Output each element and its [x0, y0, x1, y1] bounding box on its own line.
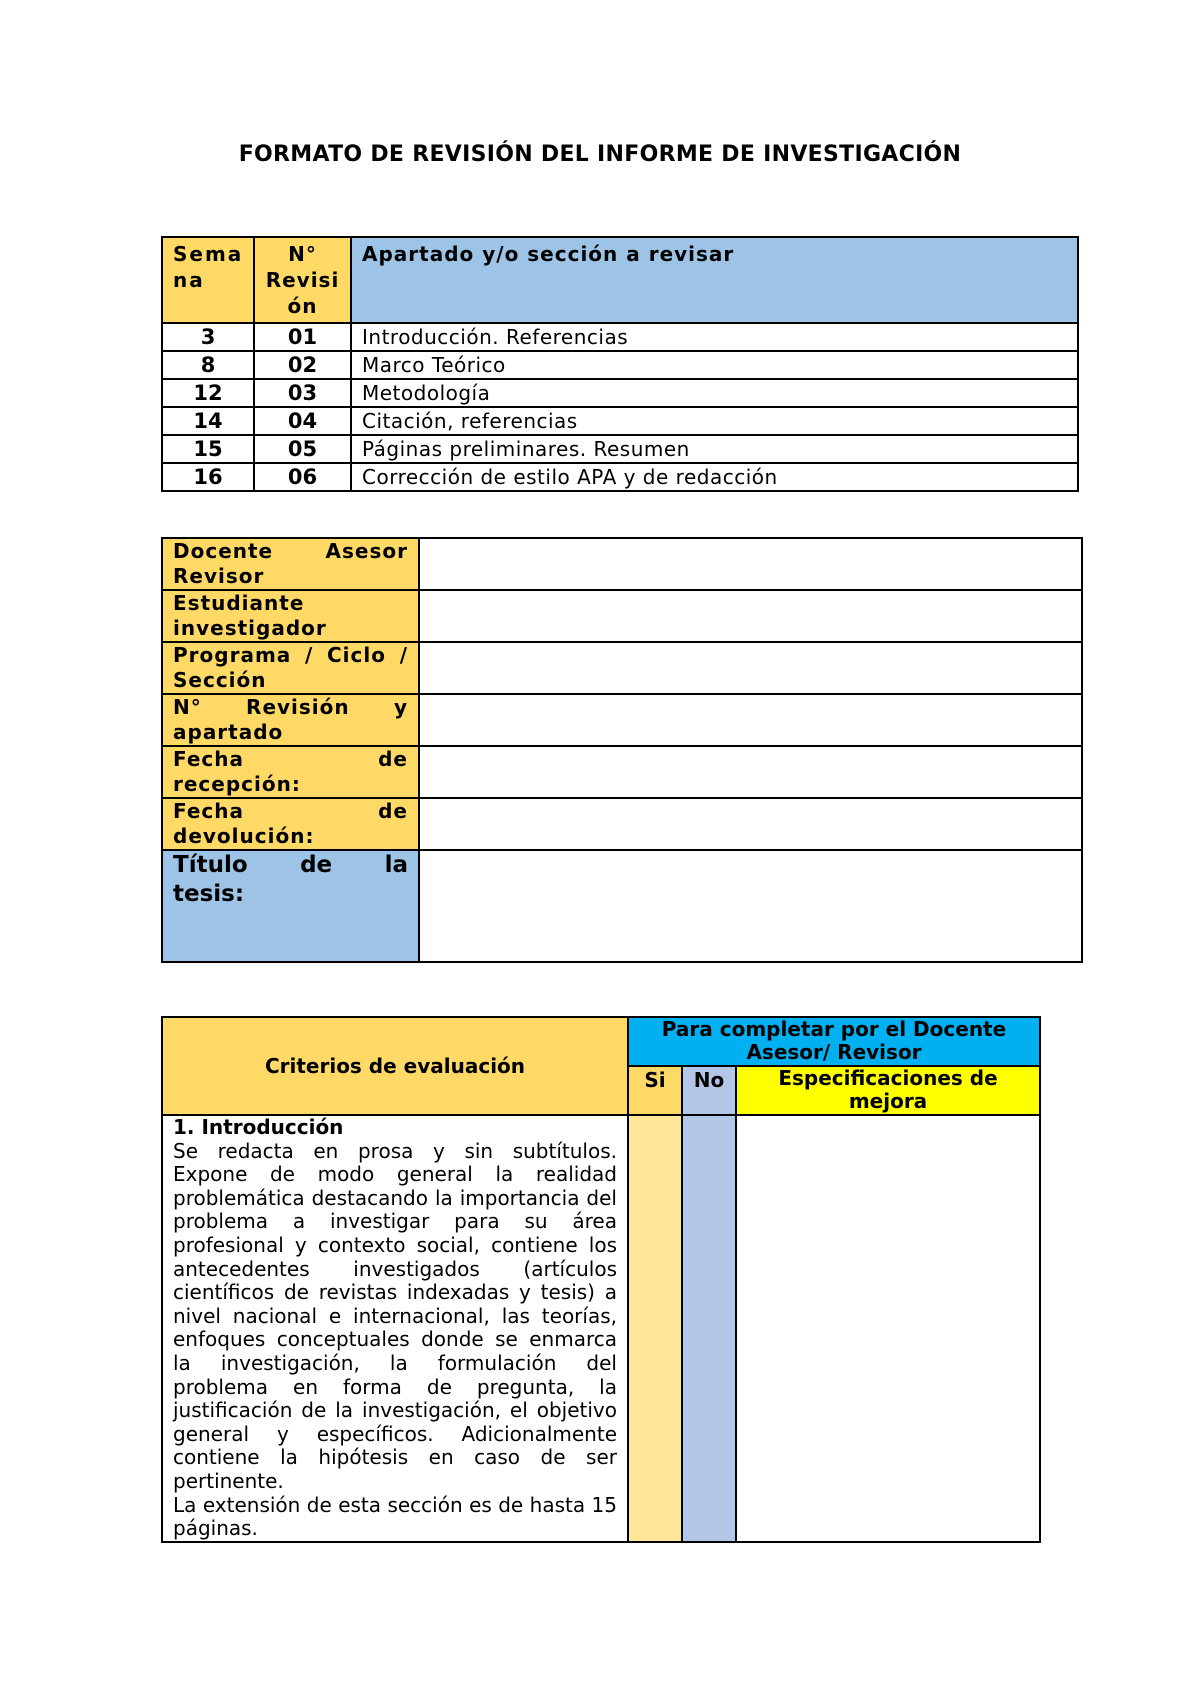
cell-semana: 14 [162, 407, 254, 435]
cell-num: 02 [254, 351, 351, 379]
cell-num: 06 [254, 463, 351, 491]
label-programa-ciclo-seccion: Programa / Ciclo / Sección [162, 642, 419, 694]
cell-semana: 3 [162, 323, 254, 351]
especificaciones-field[interactable] [736, 1115, 1040, 1542]
info-row-titulo [162, 850, 1082, 962]
header-num-revision: N° Revisi ón [254, 237, 351, 323]
document-title: FORMATO DE REVISIÓN DEL INFORME DE INVESTIGACIÓN [238, 142, 962, 167]
cell-semana: 16 [162, 463, 254, 491]
header-especificaciones: Especificaciones de mejora [736, 1066, 1040, 1115]
header-si: Si [628, 1066, 682, 1115]
fecha-devolucion-field[interactable] [419, 798, 1082, 850]
cell-num: 04 [254, 407, 351, 435]
evaluation-table [161, 1016, 1041, 1543]
header-criterios: Criterios de evaluación [162, 1017, 628, 1115]
table-row [162, 379, 1078, 407]
criterion-introduccion [162, 1115, 628, 1542]
si-checkbox-cell[interactable] [628, 1115, 682, 1542]
label-revision-apartado: N° Revisión y apartado [162, 694, 419, 746]
info-row-devolucion [162, 798, 1082, 850]
info-row-estudiante [162, 590, 1082, 642]
revision-schedule-table [161, 236, 1079, 492]
titulo-tesis-field[interactable] [419, 850, 1082, 962]
cell-semana: 8 [162, 351, 254, 379]
info-row-revision [162, 694, 1082, 746]
table-row [162, 435, 1078, 463]
header-para-completar: Para completar por el Docente Asesor/ Revisor [628, 1017, 1040, 1066]
cell-apartado: Corrección de estilo APA y de redacción [351, 463, 1078, 491]
cell-semana: 12 [162, 379, 254, 407]
info-row-programa [162, 642, 1082, 694]
cell-apartado: Marco Teórico [351, 351, 1078, 379]
info-row-docente [162, 538, 1082, 590]
label-estudiante-investigador: Estudiante investigador [162, 590, 419, 642]
table-row [162, 463, 1078, 491]
info-row-recepcion [162, 746, 1082, 798]
no-checkbox-cell[interactable] [682, 1115, 736, 1542]
cell-num: 05 [254, 435, 351, 463]
criterion-extension: La extensión de esta sección es de hasta 15 páginas. [173, 1492, 617, 1541]
evaluation-header-row-1 [162, 1017, 1040, 1066]
cell-num: 01 [254, 323, 351, 351]
estudiante-field[interactable] [419, 590, 1082, 642]
cell-apartado: Páginas preliminares. Resumen [351, 435, 1078, 463]
header-apartado: Apartado y/o sección a revisar [351, 237, 1078, 323]
header-semana: Sema na [162, 237, 254, 323]
label-fecha-devolucion: Fecha de devolución: [162, 798, 419, 850]
header-no: No [682, 1066, 736, 1115]
label-docente-asesor-revisor: Docente Asesor Revisor [162, 538, 419, 590]
programa-field[interactable] [419, 642, 1082, 694]
evaluation-row-introduccion [162, 1115, 1040, 1542]
criterion-title: 1. Introducción [173, 1115, 344, 1139]
cell-semana: 15 [162, 435, 254, 463]
cell-apartado: Citación, referencias [351, 407, 1078, 435]
label-fecha-recepcion: Fecha de recepción: [162, 746, 419, 798]
table-row [162, 407, 1078, 435]
table-row [162, 351, 1078, 379]
fecha-recepcion-field[interactable] [419, 746, 1082, 798]
revision-header-row [162, 237, 1078, 323]
revision-field[interactable] [419, 694, 1082, 746]
cell-num: 03 [254, 379, 351, 407]
criterion-description: Se redacta en prosa y sin subtítulos. Expone de modo general la realidad problemática destacando la importancia del problema a investigar para su área profesional y contexto social, contiene los antecedentes investigados (artículos científicos de revistas indexadas y tesis) a nivel nacional e internacional, las teorías, enfoques conceptuales donde se enmarca la investigación, la formulación del problema en forma de pregunta, la justificación de la investigación, el objetivo general y específicos. Adicionalmente contiene la hipótesis en caso de ser pertinente. [173, 1138, 617, 1493]
docente-field[interactable] [419, 538, 1082, 590]
cell-apartado: Metodología [351, 379, 1078, 407]
cell-apartado: Introducción. Referencias [351, 323, 1078, 351]
table-row [162, 323, 1078, 351]
label-titulo-tesis: Título de la tesis: [162, 850, 419, 962]
general-info-table [161, 537, 1083, 963]
